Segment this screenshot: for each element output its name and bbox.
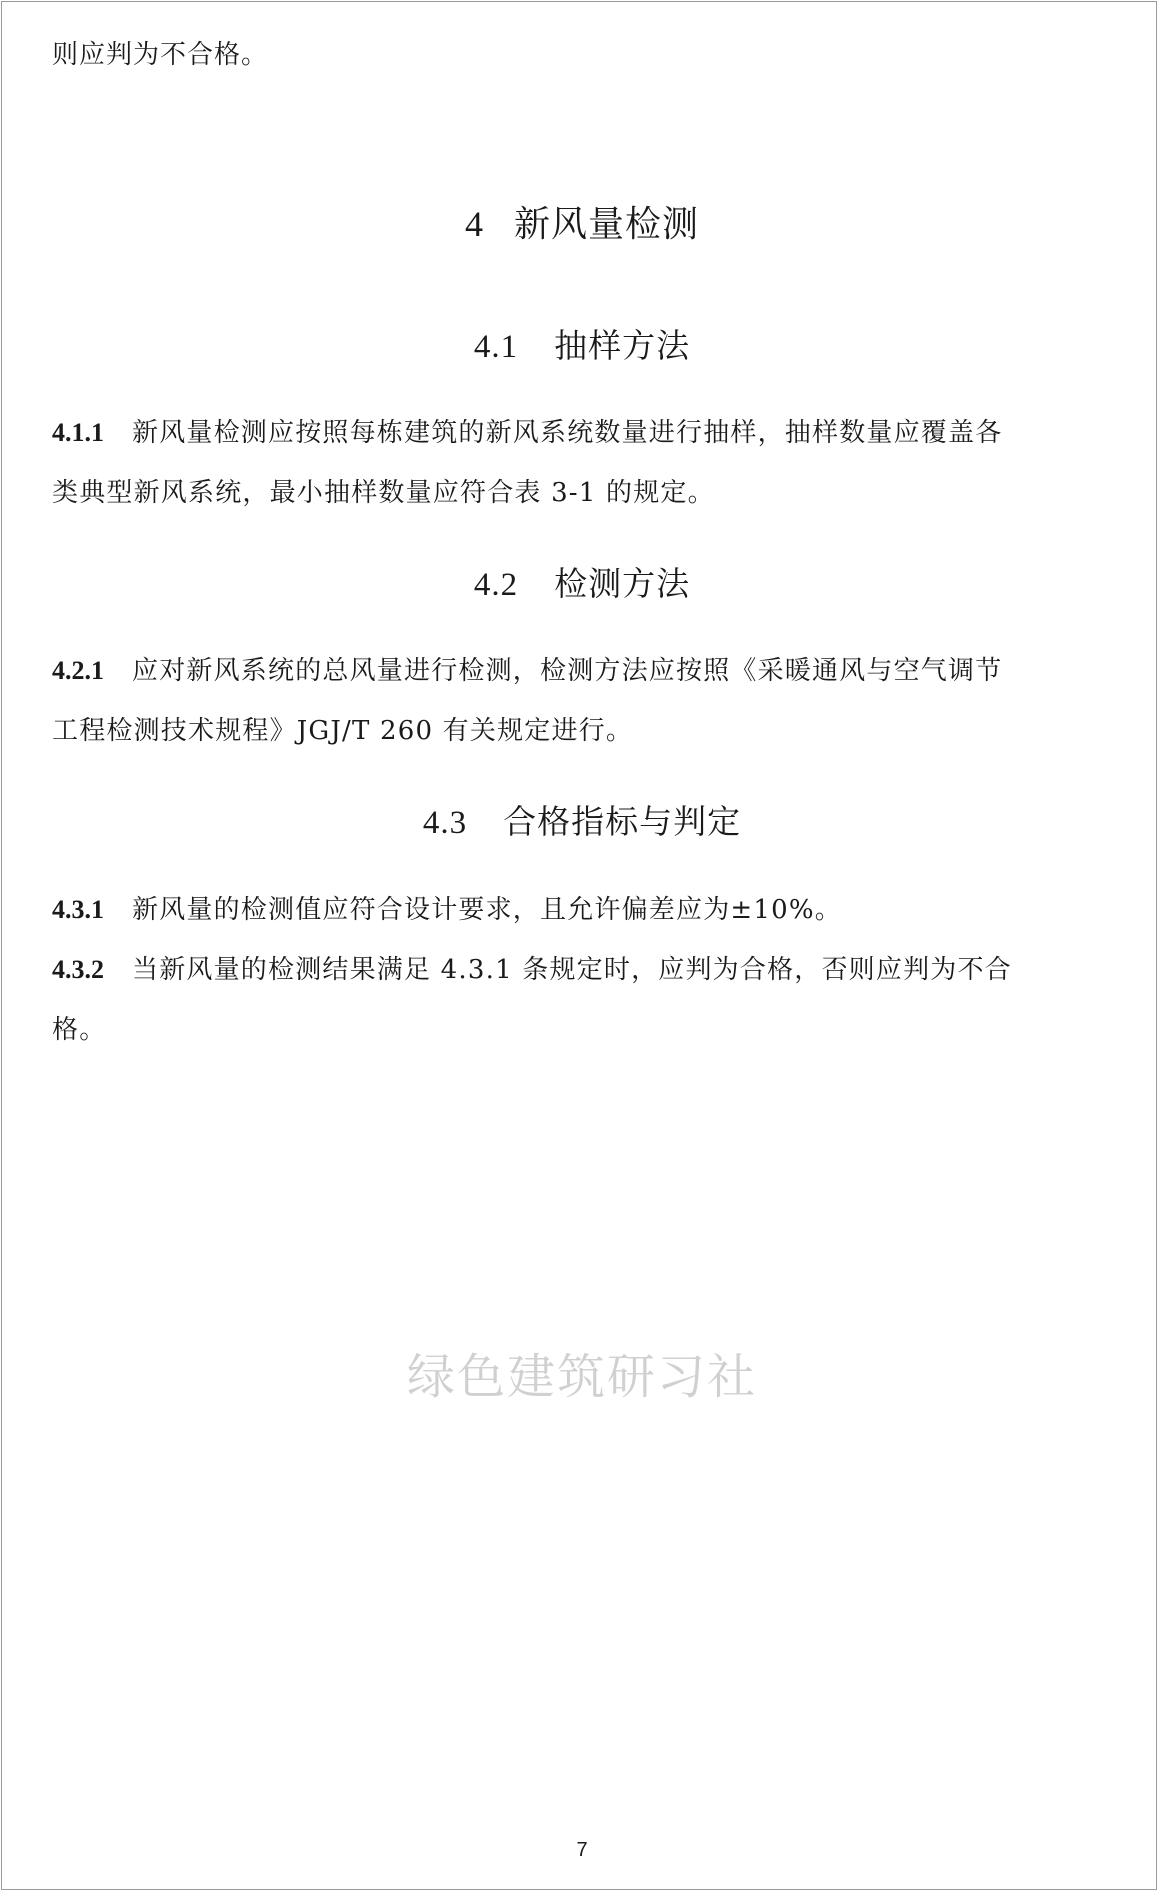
clause-number: 4.2.1 xyxy=(52,656,104,685)
document-page xyxy=(1,1,1157,1890)
section-heading-4-3 xyxy=(2,801,1160,844)
section-number: 4.1 xyxy=(473,329,519,365)
chapter-heading xyxy=(2,202,1160,247)
clause-line-1: 当新风量的检测结果满足 4.3.1 条规定时，应判为合格，否则应判为不合 xyxy=(132,955,1012,985)
page-number: 7 xyxy=(576,1839,588,1861)
chapter-number: 4 xyxy=(464,204,484,244)
clause-4-3-2 xyxy=(52,953,1112,1047)
clause-number: 4.3.1 xyxy=(52,895,104,924)
continuation-text: 则应判为不合格。 xyxy=(52,40,269,70)
clause-4-2-1 xyxy=(52,654,1112,748)
clause-line-2: 格。 xyxy=(52,1015,107,1045)
clause-number: 4.3.2 xyxy=(52,955,104,984)
section-title: 抽样方法 xyxy=(554,326,691,365)
clause-line-2: 类典型新风系统，最小抽样数量应符合表 3-1 的规定。 xyxy=(52,478,715,508)
clause-4-1-1 xyxy=(52,416,1112,510)
clause-line-1: 新风量检测应按照每栋建筑的新风系统数量进行抽样，抽样数量应覆盖各 xyxy=(132,418,1003,448)
section-heading-4-2 xyxy=(2,563,1160,606)
section-title: 检测方法 xyxy=(554,564,691,603)
clause-number: 4.1.1 xyxy=(52,418,104,447)
clause-4-3-1 xyxy=(52,893,1112,927)
section-number: 4.3 xyxy=(422,805,468,841)
watermark-text: 绿色建筑研习社 xyxy=(406,1349,757,1405)
section-heading-4-1 xyxy=(2,325,1160,368)
clause-line-1: 应对新风系统的总风量进行检测，检测方法应按照《采暖通风与空气调节 xyxy=(132,656,1003,686)
clause-line-1: 新风量的检测值应符合设计要求，且允许偏差应为±10%。 xyxy=(132,895,842,925)
section-number: 4.2 xyxy=(473,567,519,603)
section-title: 合格指标与判定 xyxy=(503,802,742,841)
clause-line-2: 工程检测技术规程》JGJ/T 260 有关规定进行。 xyxy=(52,716,634,746)
chapter-title: 新风量检测 xyxy=(513,204,699,245)
